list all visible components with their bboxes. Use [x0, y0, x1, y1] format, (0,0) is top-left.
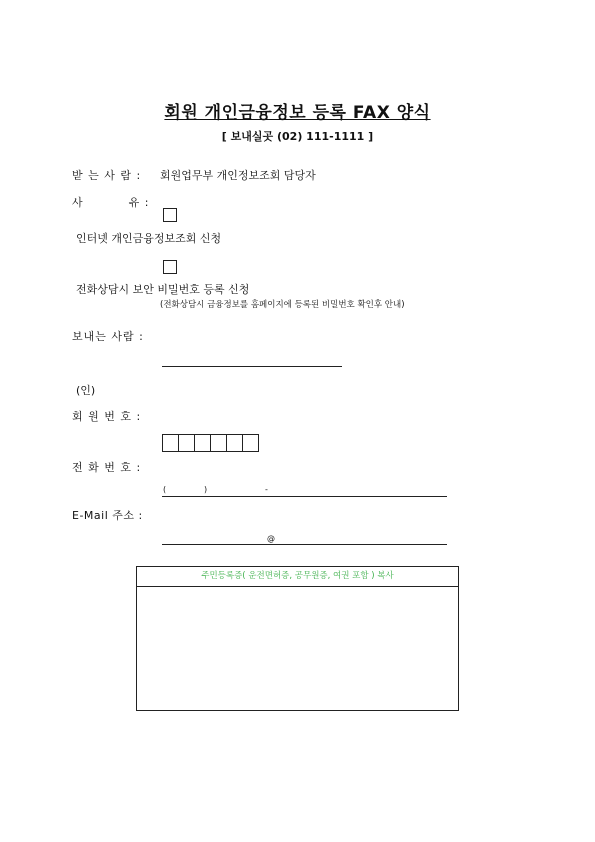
seal-mark: (인)	[76, 384, 96, 397]
recipient-value: 회원업무부 개인정보조회 담당자	[160, 169, 316, 182]
sender-label: 보내는 사람 :	[72, 330, 144, 343]
id-copy-caption: 주민등록증( 운전면허증, 공무원증, 여권 포함 ) 복사	[137, 567, 458, 587]
phone-area-close-paren: )	[204, 485, 208, 494]
email-at-sign: @	[267, 534, 275, 543]
phone-password-checkbox[interactable]	[163, 260, 177, 274]
phone-password-option-label: 전화상담시 보안 비밀번호 등록 신청	[76, 283, 250, 296]
member-number-digit-box[interactable]	[178, 434, 195, 452]
internet-inquiry-option-label: 인터넷 개인금융정보조회 신청	[76, 232, 222, 245]
sender-signature-line[interactable]	[162, 366, 342, 367]
member-number-digit-box[interactable]	[226, 434, 243, 452]
phone-dash: -	[265, 485, 268, 494]
reason-label: 사 유 :	[72, 196, 150, 209]
member-number-boxes[interactable]	[162, 434, 258, 452]
id-copy-attachment-box[interactable]	[136, 566, 459, 711]
phone-label: 전 화 번 호 :	[72, 461, 142, 474]
internet-inquiry-checkbox[interactable]	[163, 208, 177, 222]
member-number-digit-box[interactable]	[194, 434, 211, 452]
member-number-label: 회 원 번 호 :	[72, 410, 142, 423]
recipient-label: 받 는 사 람 :	[72, 169, 142, 182]
member-number-digit-box[interactable]	[210, 434, 227, 452]
email-label: E-Mail 주소 :	[72, 509, 143, 522]
phone-area-open-paren: (	[163, 485, 167, 494]
phone-input-line[interactable]	[162, 496, 447, 497]
form-title: 회원 개인금융정보 등록 FAX 양식	[164, 103, 431, 123]
member-number-digit-box[interactable]	[162, 434, 179, 452]
member-number-digit-box[interactable]	[242, 434, 259, 452]
phone-password-note: (전화상담시 금융정보를 홈페이지에 등록된 비밀번호 확인후 안내)	[160, 300, 405, 310]
fax-number-line: [ 보내실곳 (02) 111-1111 ]	[221, 130, 374, 143]
email-input-line[interactable]	[162, 544, 447, 545]
